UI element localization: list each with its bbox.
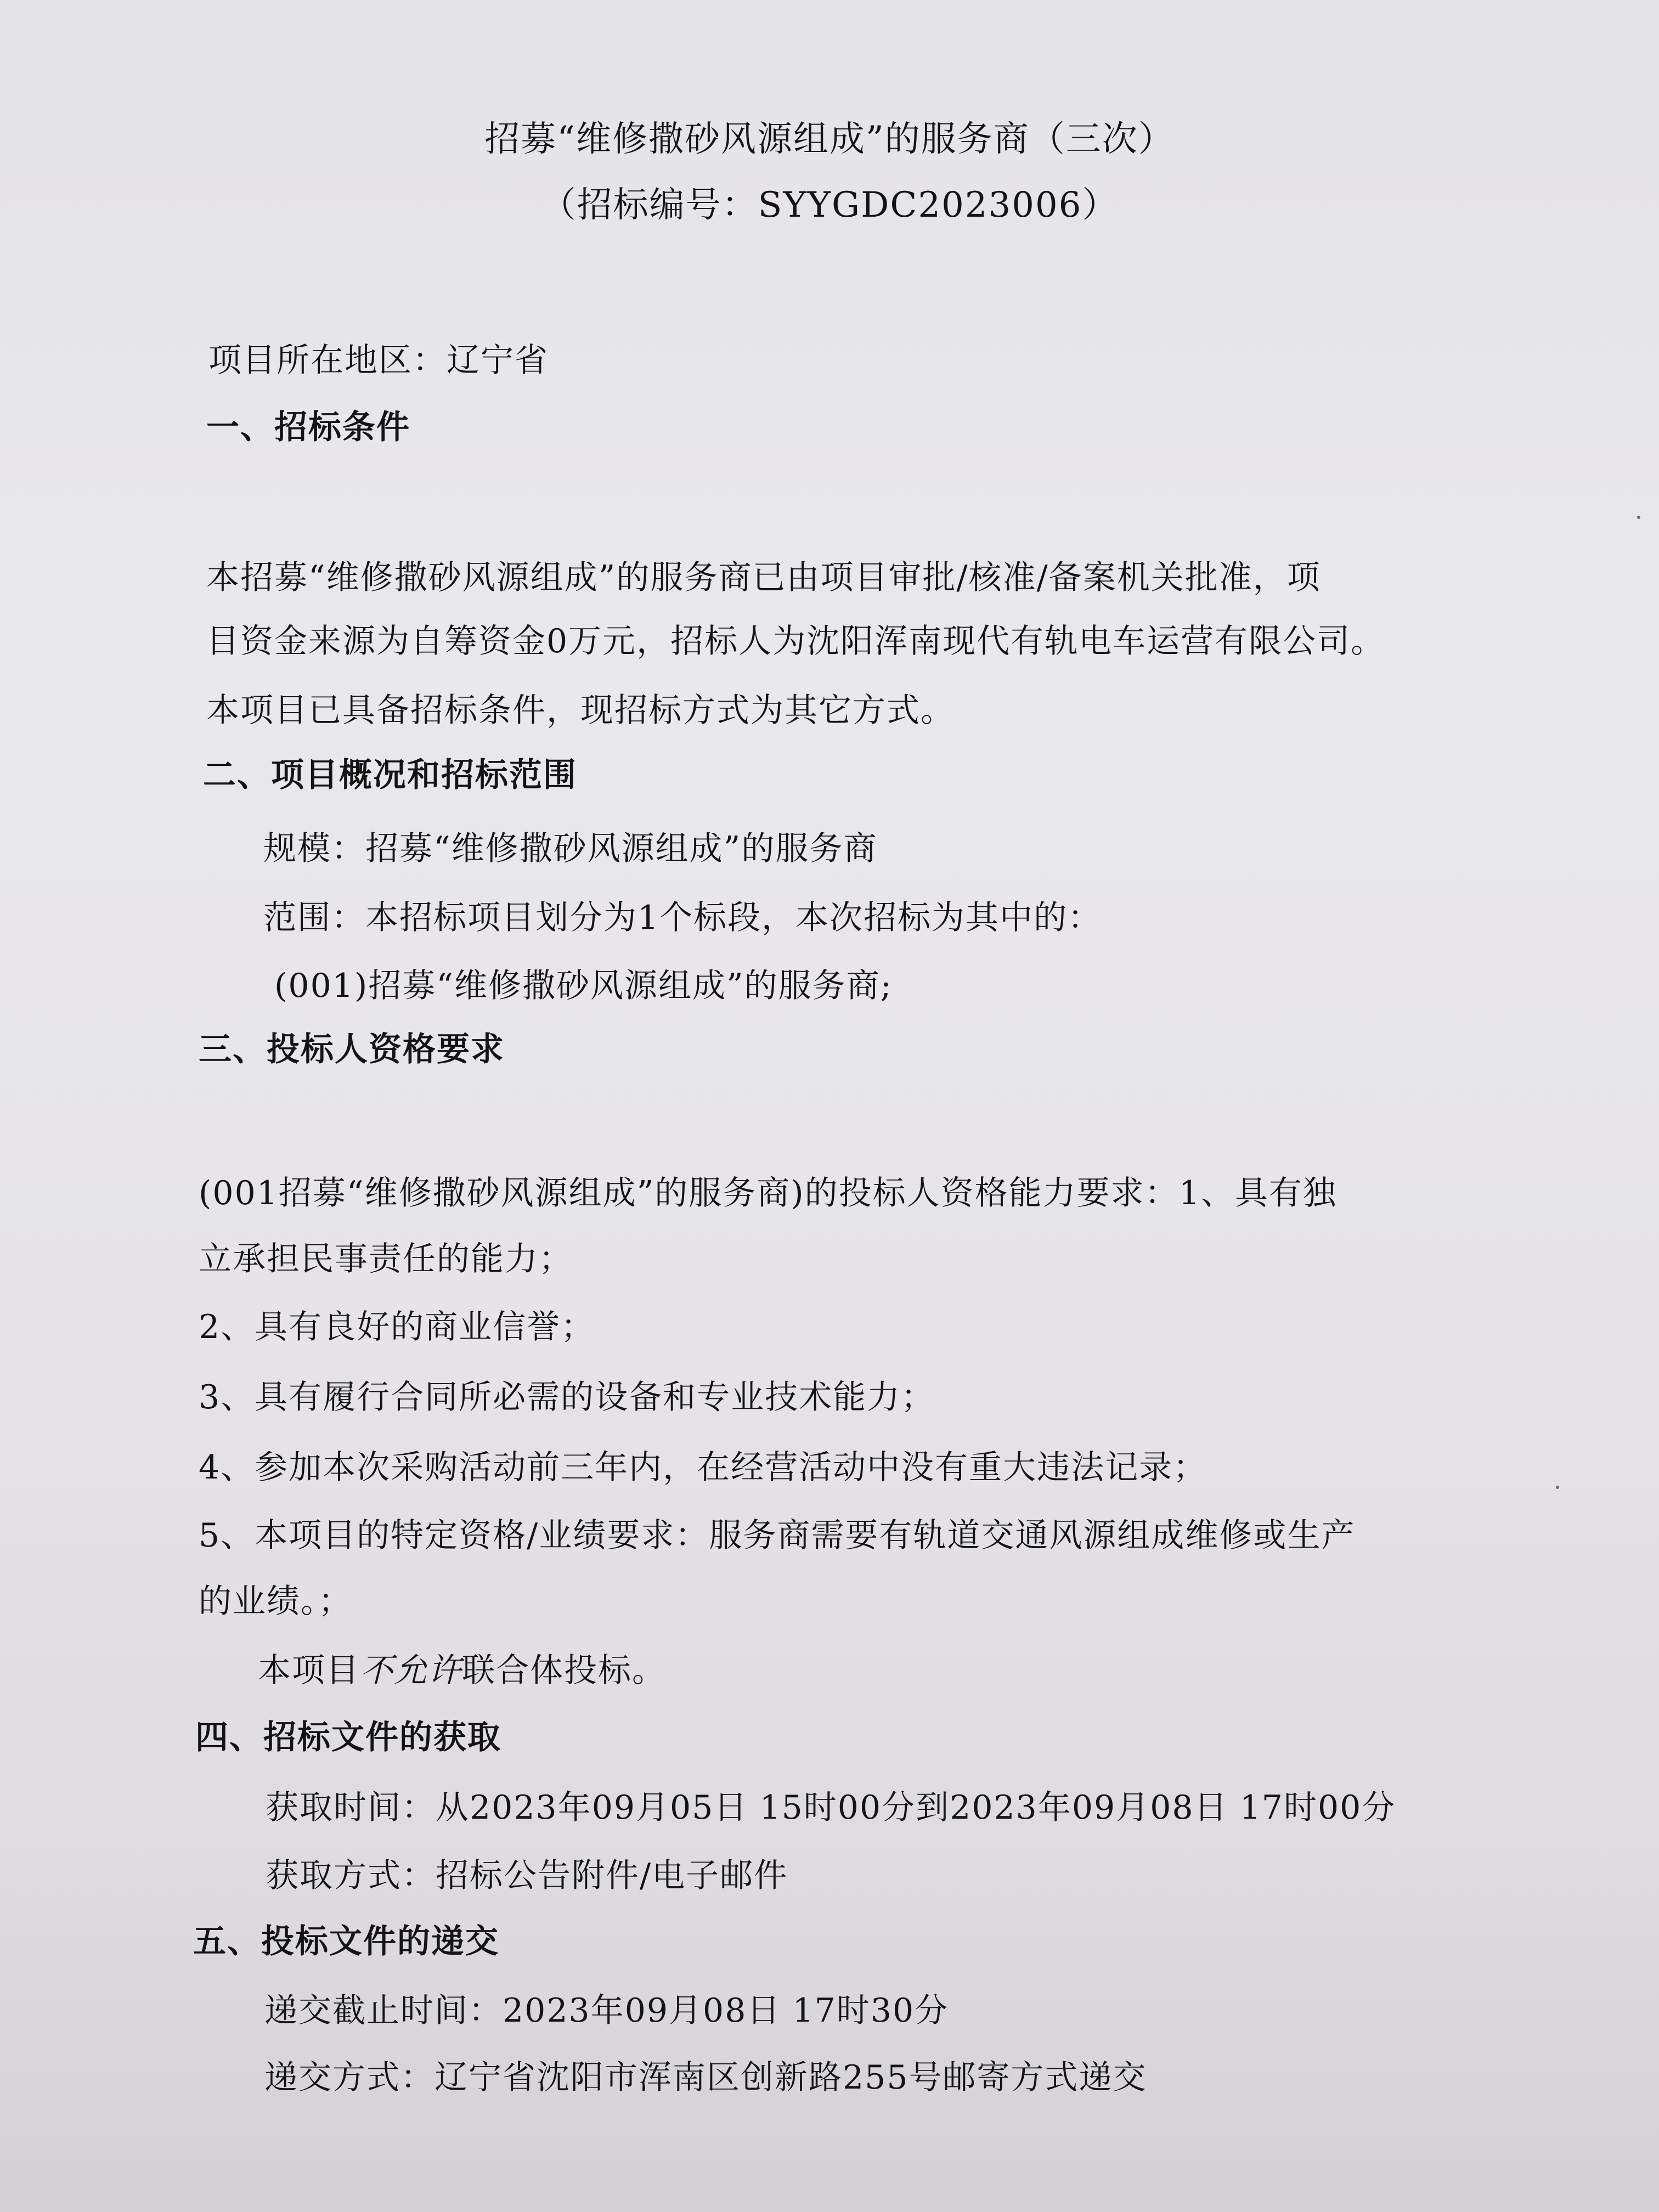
section2-scale: 规模：招募“维修撒砂风源组成”的服务商	[263, 830, 878, 868]
consortium-suffix: 联合体投标。	[462, 1651, 666, 1690]
section3-item2: 2、具有良好的商业信誉；	[199, 1308, 595, 1346]
section4-method: 获取方式：招标公告附件/电子邮件	[266, 1857, 788, 1895]
section5-deadline: 递交截止时间：2023年09月08日 17时30分	[264, 1991, 949, 2030]
bid-number: （招标编号：SYYGDC2023006）	[540, 185, 1119, 225]
section3-item5-line2: 的业绩。；	[199, 1582, 352, 1621]
paper-speck	[1637, 516, 1640, 519]
section1-heading: 一、招标条件	[206, 408, 410, 447]
project-region: 项目所在地区：辽宁省	[208, 341, 549, 380]
section3-consortium-note	[258, 1649, 666, 1692]
section3-heading: 三、投标人资格要求	[199, 1030, 505, 1069]
section5-method: 递交方式：辽宁省沈阳市浑南区创新路255号邮寄方式递交	[264, 2058, 1147, 2097]
section2-scope: 范围：本招标项目划分为1个标段，本次招标为其中的：	[263, 899, 1102, 937]
section4-time: 获取时间：从2023年09月05日 15时00分到2023年09月08日 17时00分	[266, 1788, 1396, 1827]
consortium-prefix: 本项目	[258, 1651, 360, 1690]
section3-item5-line1: 5、本项目的特定资格/业绩要求：服务商需要有轨道交通风源组成维修或生产	[199, 1516, 1356, 1555]
section3-requirement-line1: (001招募“维修撒砂风源组成”的服务商)的投标人资格能力要求：1、具有独	[199, 1174, 1337, 1212]
section2-heading: 二、项目概况和招标范围	[203, 756, 577, 794]
paper-speck	[1556, 1486, 1559, 1489]
section2-lot: (001)招募“维修撒砂风源组成”的服务商;	[274, 967, 893, 1005]
section1-paragraph-line3: 本项目已具备招标条件，现招标方式为其它方式。	[206, 691, 955, 730]
section3-item4: 4、参加本次采购活动前三年内，在经营活动中没有重大违法记录；	[199, 1448, 1207, 1487]
section3-requirement-line2: 立承担民事责任的能力；	[199, 1240, 573, 1278]
section4-heading: 四、招标文件的获取	[195, 1718, 501, 1757]
consortium-not-allowed: 不允许	[360, 1651, 462, 1690]
section1-paragraph-line1: 本招募“维修撒砂风源组成”的服务商已由项目审批/核准/备案机关批准，项	[206, 558, 1321, 597]
section5-heading: 五、投标文件的递交	[193, 1922, 499, 1961]
section3-item3: 3、具有履行合同所必需的设备和专业技术能力；	[199, 1378, 935, 1417]
document-title: 招募“维修撒砂风源组成”的服务商（三次）	[484, 119, 1175, 160]
section1-paragraph-line2: 目资金来源为自筹资金0万元，招标人为沈阳浑南现代有轨电车运营有限公司。	[206, 622, 1385, 661]
